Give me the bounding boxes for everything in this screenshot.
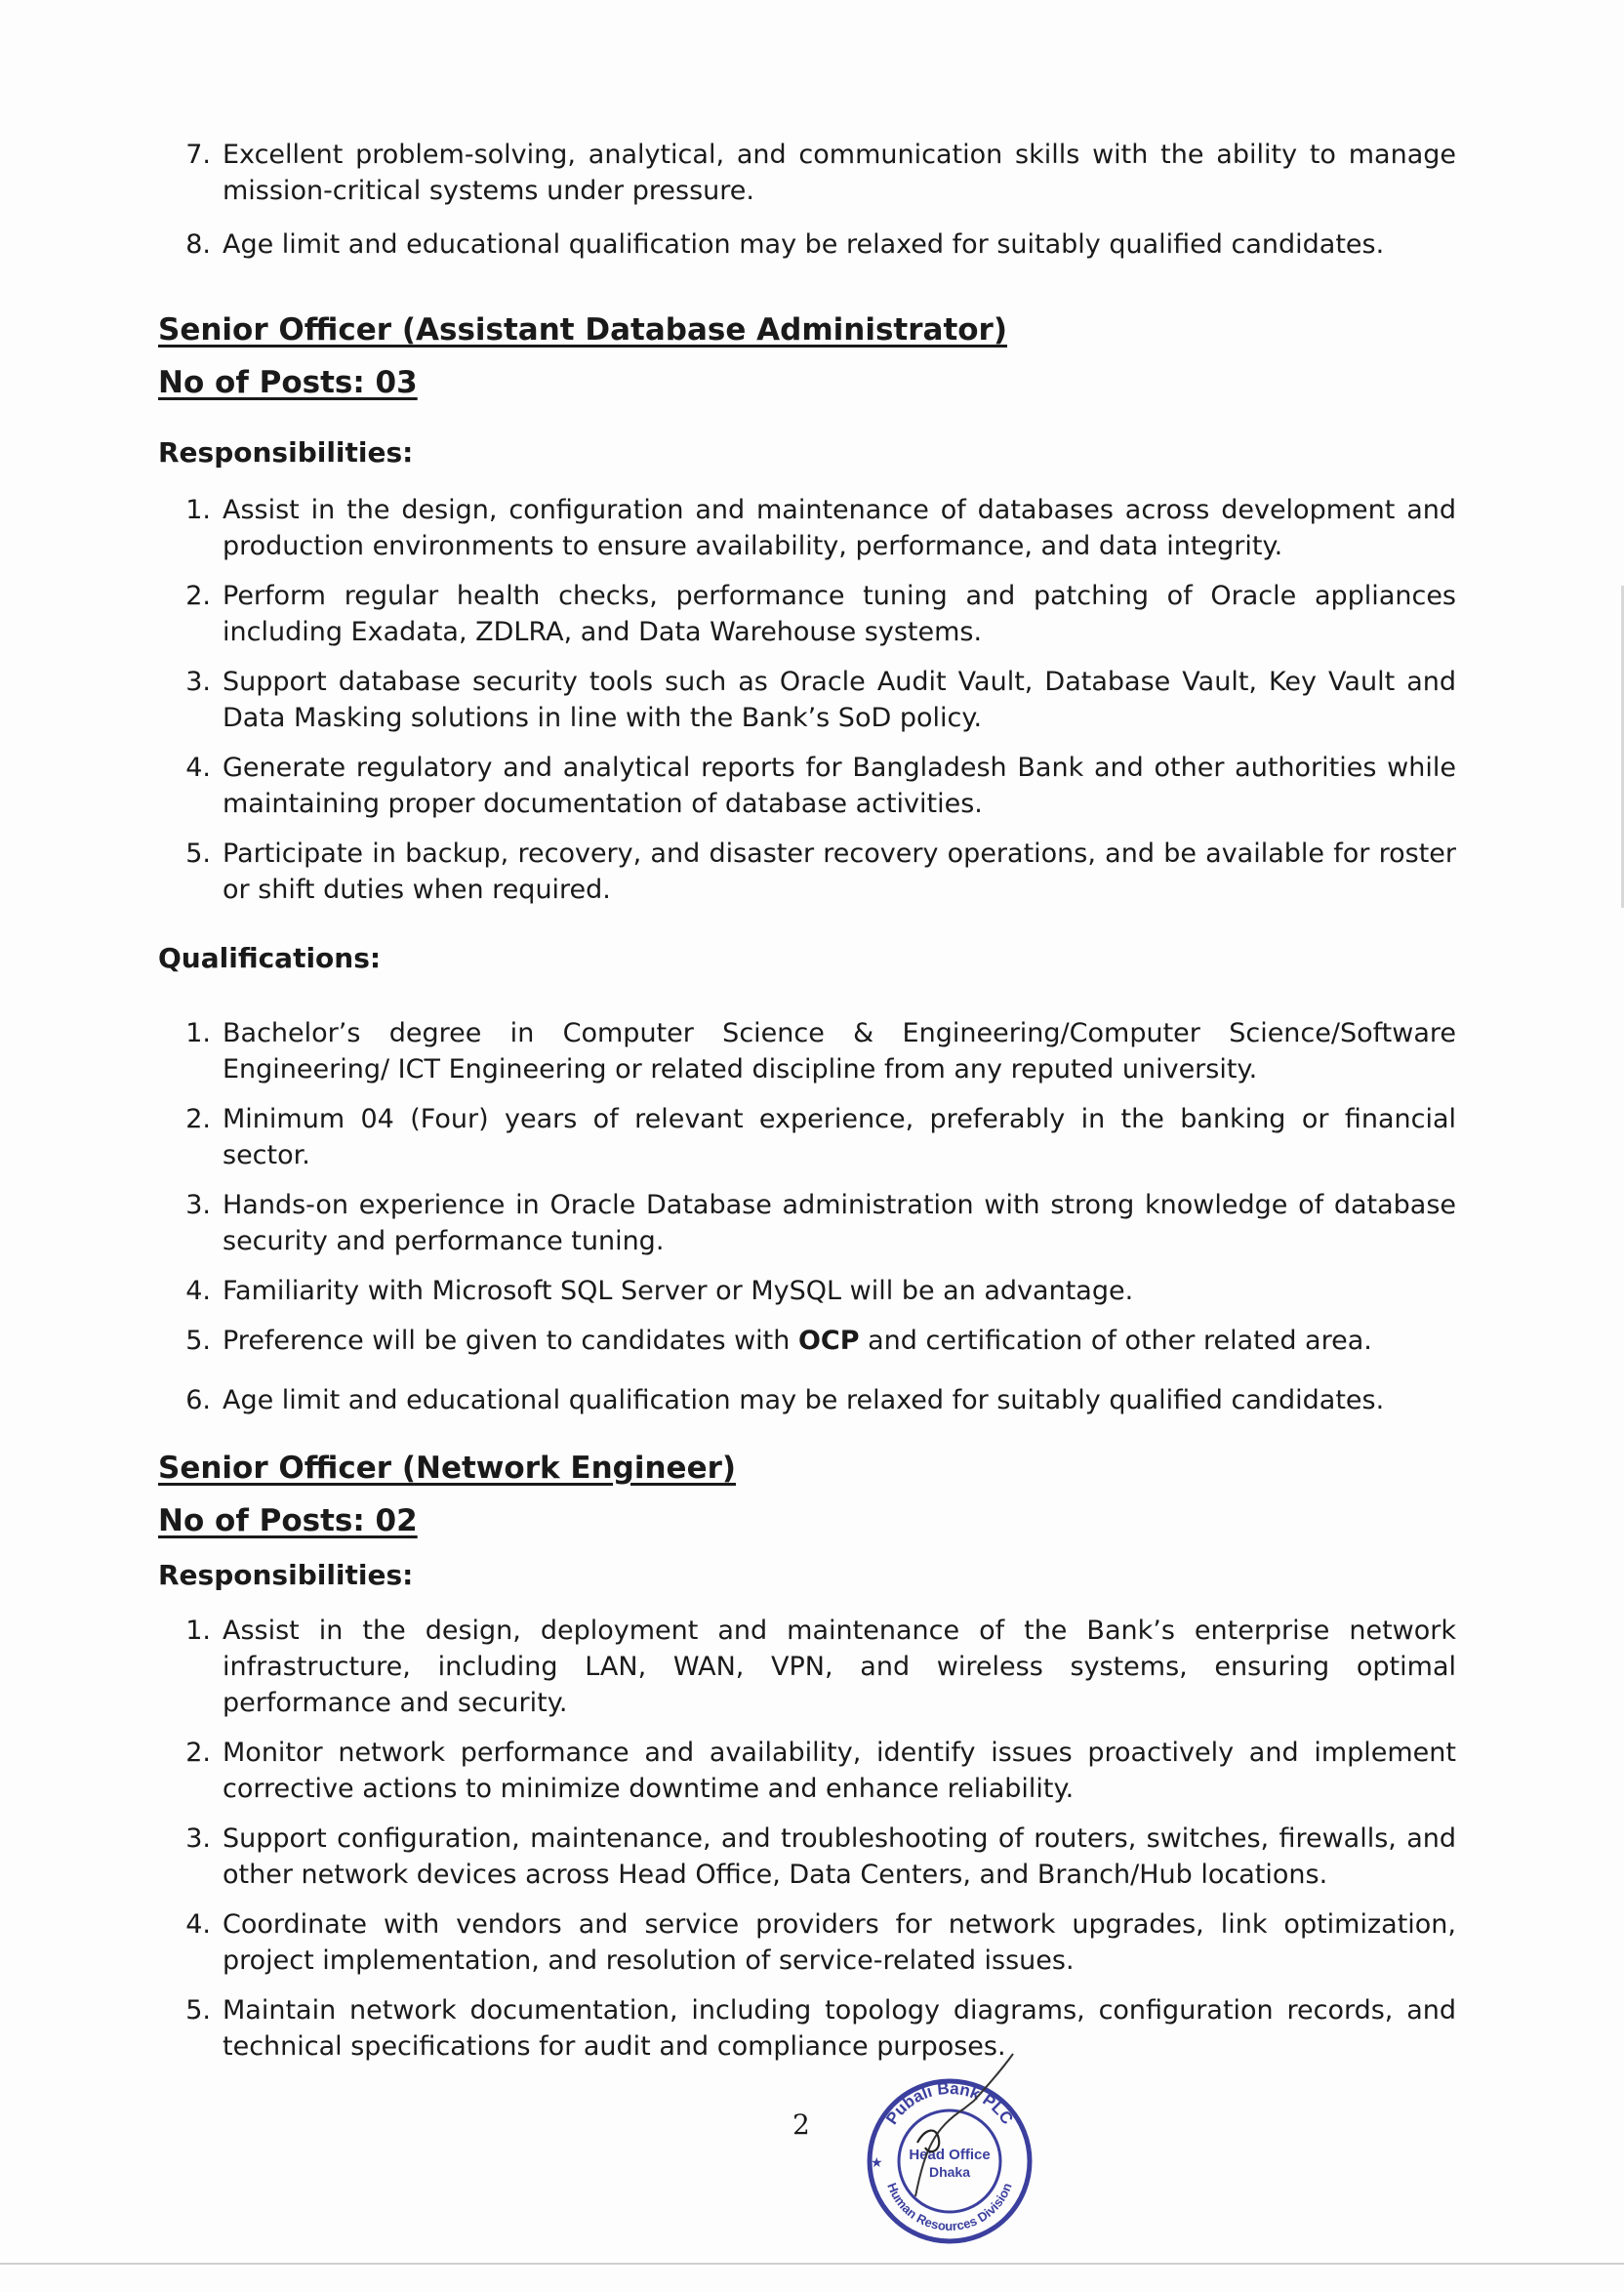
svg-text:Head Office: Head Office — [909, 2147, 991, 2163]
network-responsibilities-list — [158, 1613, 1456, 2065]
dba-qualifications-label: Qualifications: — [158, 942, 382, 974]
list-item: 2. Monitor network performance and availability, identify issues proactively and implement corrective actions to minimize downtime and enhance reliability. — [185, 1738, 1456, 1804]
svg-text:Dhaka: Dhaka — [928, 2164, 971, 2180]
page-number: 2 — [792, 2108, 810, 2141]
list-item: 1. Assist in the design, configuration and maintenance of databases across development and production environments to ensure availability, performance, and data integrity. — [185, 495, 1456, 561]
network-responsibilities-label: Responsibilities: — [158, 1559, 414, 1591]
list-item: 4. Coordinate with vendors and service providers for network upgrades, link optimization, project implementation, and resolution of service-related issues. — [185, 1909, 1456, 1976]
list-item: 1. Bachelor’s degree in Computer Science & Engineering/Computer Science/Software Engineering/ ICT Engineering or related discipline from any reputed university. — [185, 1018, 1456, 1085]
dba-responsibilities-list — [158, 492, 1456, 908]
top-list — [158, 137, 1456, 263]
scan-edge-bottom — [0, 2263, 1624, 2265]
dba-title: Senior Officer (Assistant Database Administrator) — [158, 312, 1008, 348]
ocp-emphasis: OCP — [797, 1326, 860, 1356]
list-item: 2. Perform regular health checks, performance tuning and patching of Oracle appliances including Exadata, ZDLRA, and Data Warehouse systems. — [185, 581, 1456, 647]
list-item: 3. Support configuration, maintenance, and troubleshooting of routers, switches, firewalls, and other network devices across Head Office, Data Centers, and Branch/Hub locations. — [185, 1823, 1456, 1890]
list-item: 4. Generate regulatory and analytical reports for Bangladesh Bank and other authorities while maintaining proper documentation of database activities. — [185, 753, 1456, 819]
list-item: 1. Assist in the design, deployment and maintenance of the Bank’s enterprise network infrastructure, including LAN, WAN, VPN, and wireless systems, ensuring optimal performance and security. — [185, 1616, 1456, 1718]
dba-responsibilities-label: Responsibilities: — [158, 436, 414, 469]
list-item: 5. Participate in backup, recovery, and disaster recovery operations, and be available for roster or shift duties when required. — [185, 839, 1456, 905]
svg-text:★: ★ — [871, 2155, 883, 2171]
list-item: 3. Support database security tools such as Oracle Audit Vault, Database Vault, Key Vault and Data Masking solutions in line with the Bank’s SoD policy. — [185, 667, 1456, 733]
list-item: 4. Familiarity with Microsoft SQL Server or MySQL will be an advantage. — [185, 1276, 1134, 1306]
list-item: 5. Maintain network documentation, including topology diagrams, configuration records, and technical specifications for audit and compliance purposes. — [185, 1995, 1456, 2062]
network-posts: No of Posts: 02 — [158, 1503, 418, 1538]
list-item: 8. Age limit and educational qualification may be relaxed for suitably qualified candidates. — [185, 229, 1385, 260]
dba-qualifications-list — [158, 1015, 1456, 1418]
list-item: 7. Excellent problem-solving, analytical, and communication skills with the ability to manage mission-critical systems under pressure. — [185, 140, 1456, 206]
list-item: 5. Preference will be given to candidates with OCP and certification of other related area. — [185, 1326, 1372, 1356]
bank-seal-stamp — [857, 2050, 1042, 2245]
dba-posts: No of Posts: 03 — [158, 365, 418, 400]
list-item: 2. Minimum 04 (Four) years of relevant experience, preferably in the banking or financial sector. — [185, 1104, 1456, 1170]
svg-text:Pubali Bank PLC: Pubali Bank PLC — [882, 2078, 1017, 2128]
svg-text:Human Resources Division: Human Resources Division — [884, 2181, 1015, 2234]
network-title: Senior Officer (Network Engineer) — [158, 1451, 737, 1486]
list-item: 6. Age limit and educational qualification may be relaxed for suitably qualified candidates. — [185, 1385, 1385, 1415]
list-item: 3. Hands-on experience in Oracle Database administration with strong knowledge of database security and performance tuning. — [185, 1190, 1456, 1256]
